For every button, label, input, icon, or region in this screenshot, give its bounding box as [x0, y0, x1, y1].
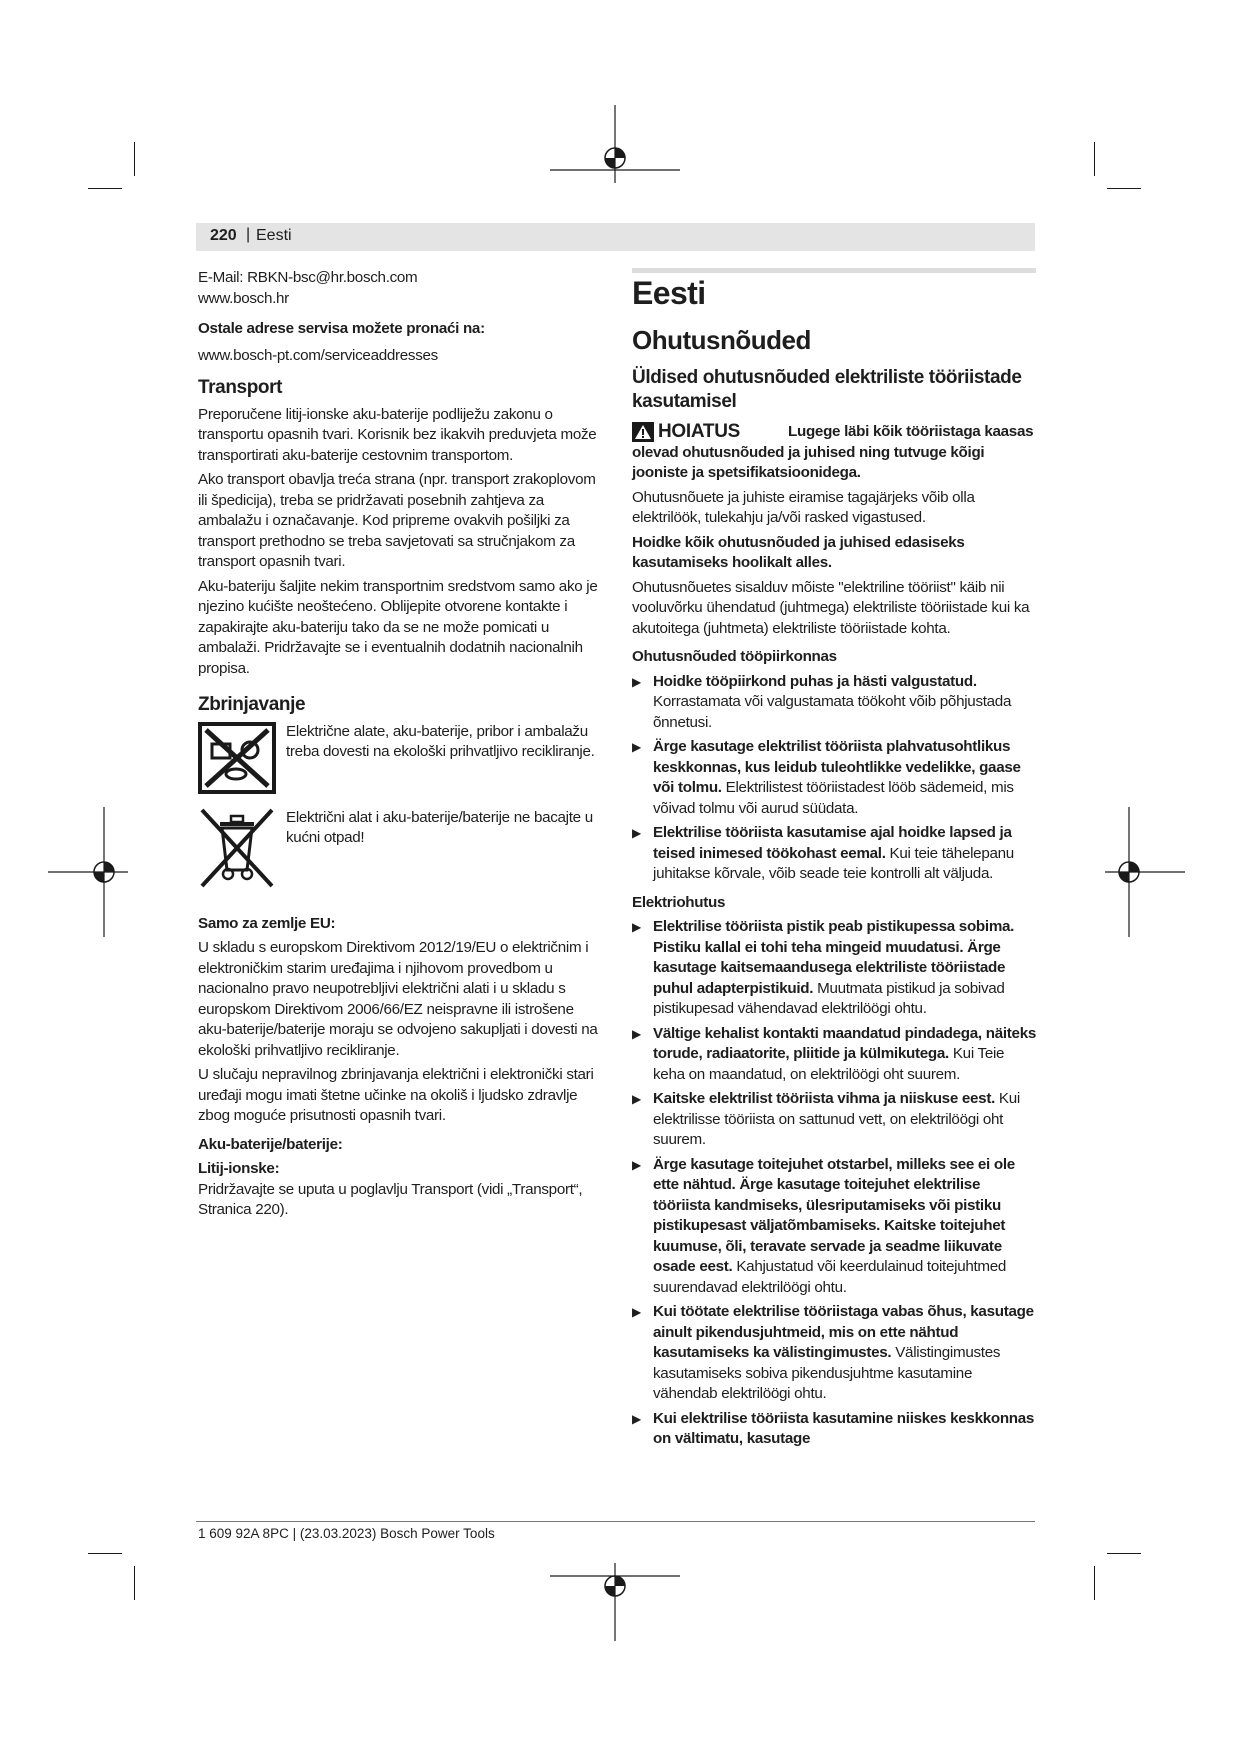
header-section: Eesti	[256, 227, 292, 244]
crop-mark	[134, 142, 135, 176]
transport-paragraph: Preporučene litij-ionske aku-baterije podliježu zakonu o transportu opasnih tvari. Korisnik bez ikakvih preduvjeta može transportirati aku-baterije cestovnim transportom.	[198, 405, 597, 464]
language-title: Eesti	[632, 275, 706, 311]
eu-paragraph: U skladu s europskom Direktivom 2012/19/EU o električnim i elektroničkim starim uređajima i njihovom provedbom u nacionalno pravo neupotrebljivi električni alati i u skladu s europskom Direktivom 2006/66/EZ neispravne ili istrošene aku-baterije/baterije moraju se odvojeno sakupljati i dovesti na ekološki prihvatljivo recikliranje.	[198, 939, 598, 1059]
electrical-safety-title: Elektriohutus	[632, 893, 726, 911]
term-explanation: Ohutusnõuetes sisalduv mõiste "elektriline tööriist" käib nii vooluvõrku ühendatud (juhtmega) elektriliste tööriistade kui ka akutoitega (juhtmeta) elektriliste tööriistade kohta.	[632, 578, 1030, 637]
recycle-text: Električne alate, aku-baterije, pribor i ambalažu treba dovesti na ekološki prihvatljivo recikliranje.	[286, 722, 595, 760]
page-header	[196, 223, 1035, 251]
bullet-arrow-icon: ▶	[632, 674, 641, 689]
bullet-arrow-icon: ▶	[632, 1026, 641, 1041]
crop-mark	[88, 1553, 122, 1554]
bullet-arrow-icon: ▶	[632, 1092, 641, 1106]
warning-label: HOIATUS	[658, 421, 740, 442]
transport-paragraph: Aku-bateriju šaljite nekim transportnim sredstvom samo ako je njezino kućište neoštećeno. Oblijepite otvorene kontakte i zapakirajte aku-bateriju tako da se ne može pomicati u ambalaži. Pridržavajte se i eventualnih dodatnih nacionalnih propisa.	[198, 577, 598, 677]
crossed-waste-bin-icon	[198, 806, 276, 890]
contact-email: E-Mail: RBKN-bsc@hr.bosch.com	[198, 269, 418, 286]
bullet-arrow-icon: ▶	[632, 826, 641, 840]
liion-text: Pridržavajte se uputa u poglavlju Transport (vidi „Transport“, Stranica 220).	[198, 1180, 583, 1218]
crop-mark	[1094, 142, 1095, 176]
keep-instructions: Hoidke kõik ohutusnõuded ja juhised edasiseks kasutamiseks hoolikalt alles.	[632, 533, 965, 571]
list-item: ▶ Ärge kasutage elektrilist tööriista plahvatusohtlikus keskkonnas, kus leidub tuleohtlikke vedelikke, gaase või tolmu. Elektrilistest tööriistadest lööb sädemeid, mis võivad tolmu või aurud süüdata.	[632, 738, 1021, 817]
list-item: ▶ Ärge kasutage toitejuhet otstarbel, milleks see ei ole ette nähtud. Ärge kasutage toitejuhet elektrilise tööriista kandmiseks, ülesriputamiseks või pistiku pistikupesast väljatõmbamiseks. Kaitske toitejuhet kuumuse, õli, teravate servade ja seadme liikuvate osade eest. Kahjustatud või keerdulainud toitejuhtmed suurendavad elektrilöögi ohtu.	[632, 1155, 1015, 1296]
bullet-arrow-icon: ▶	[632, 920, 641, 934]
waste-bin-text: Električni alat i aku-baterije/baterije ne bacajte u kućni otpad!	[286, 808, 593, 846]
recycling-symbol-icon	[198, 722, 276, 794]
registration-mark-icon	[1105, 807, 1185, 937]
general-safety-title: Üldised ohutusnõuded elektriliste tööriistade kasutamisel	[632, 367, 1022, 412]
eu-paragraph: U slučaju nepravilnog zbrinjavanja električni i elektronički stari uređaji mogu imati štetne učinke na okoliš i ljudsko zdravlje zbog moguće prisutnosti opasnih tvari.	[198, 1066, 594, 1124]
liion-label: Litij-ionske:	[198, 1160, 280, 1177]
disposal-heading: Zbrinjavanje	[198, 694, 306, 715]
list-item: ▶ Hoidke tööpiirkond puhas ja hästi valgustatud. Korrastamata või valgustamata töökoht võib põhjustada õnnetusi.	[632, 672, 1012, 731]
warning-badge	[632, 422, 740, 443]
bullet-arrow-icon: ▶	[632, 1305, 641, 1319]
transport-heading: Transport	[198, 377, 283, 398]
crop-mark	[88, 188, 122, 189]
page-number: 220	[210, 227, 237, 244]
transport-paragraph: Ako transport obavlja treća strana (npr. transport zrakoplovom ili špedicija), treba se pridržavati posebnih zahtjeva za ambalažu i označavanje. Kod pripreme ovakvih pošiljki za transport prethodno se treba savjetovati sa stručnjakom za transport opasnih tvari.	[198, 471, 596, 570]
eu-label: Samo za zemlje EU:	[198, 914, 336, 932]
waste-bin-row	[198, 806, 603, 890]
service-url: www.bosch-pt.com/serviceaddresses	[198, 346, 438, 364]
list-item: ▶ Kui töötate elektrilise tööriistaga vabas õhus, kasutage ainult pikendusjuhtmeid, mis on ette nähtud kasutamiseks ka välistingimustes. Välistingimustes kasutamiseks sobiva pikendusjuhtme kasutamine vähendab elektrilöögi ohtu.	[632, 1303, 1034, 1402]
registration-mark-icon	[48, 807, 128, 937]
service-addresses-label: Ostale adrese servisa možete pronaći na:	[198, 320, 485, 337]
workplace-safety-title: Ohutusnõuded tööpiirkonnas	[632, 648, 837, 665]
crop-mark	[1094, 1566, 1095, 1600]
left-column	[198, 268, 603, 1225]
warning-block	[632, 422, 1036, 484]
language-bar	[632, 268, 1036, 273]
batteries-label: Aku-baterije/baterije:	[198, 1135, 343, 1153]
bullet-arrow-icon: ▶	[632, 1411, 641, 1426]
list-item: ▶ Elektrilise tööriista pistik peab pistikupessa sobima. Pistiku kallal ei tohi teha mingeid muudatusi. Ärge kasutage kaitsemaandusega elektriliste tööriistade puhul adapterpistikuid. Muutmata pistikud ja sobivad pistikupesad vähendavad elektrilöögi ohtu.	[632, 918, 1015, 1017]
crop-mark	[1107, 1553, 1141, 1554]
registration-mark-icon	[550, 1563, 680, 1641]
bullet-arrow-icon: ▶	[632, 740, 641, 754]
right-column	[632, 268, 1036, 1454]
list-item: ▶ Vältige kehalist kontakti maandatud pindadega, näiteks torude, radiaatorite, pliitide ja külmikutega. Kui Teie keha on maandatud, on elektrilöögi oht suurem.	[632, 1024, 1036, 1083]
crop-mark	[1107, 188, 1141, 189]
page-footer: 1 609 92A 8PC | (23.03.2023) Bosch Power Tools	[198, 1526, 495, 1541]
list-item: ▶ Kui elektrilise tööriista kasutamine niiskes keskkonnas on vältimatu, kasutage	[632, 1409, 1035, 1447]
footer-divider	[196, 1521, 1035, 1522]
crop-mark	[134, 1566, 135, 1600]
recycle-row	[198, 722, 603, 794]
contact-website: www.bosch.hr	[198, 289, 289, 307]
bullet-arrow-icon: ▶	[632, 1157, 641, 1172]
list-item: ▶ Elektrilise tööriista kasutamise ajal hoidke lapsed ja teised inimesed töökohast eemal. Kui teie tähelepanu juhitakse kõrvale, võib seade teie kontrolli alt väljuda.	[632, 824, 1014, 882]
registration-mark-icon	[550, 105, 680, 183]
warning-triangle-icon	[632, 422, 654, 442]
warning-text: Lugege läbi kõik tööriistaga kaasas olevad ohutusnõuded ja juhised ning tutvuge kõigi jooniste ja spetsifikatsioonidega.	[632, 423, 1034, 481]
list-item: ▶ Kaitske elektrilist tööriista vihma ja niiskuse eest. Kui elektrilisse tööriista on sattunud vett, on elektrilöögi oht suurem.	[632, 1090, 1020, 1148]
header-separator: |	[246, 226, 251, 243]
warning-followup: Ohutusnõuete ja juhiste eiramise tagajärjeks võib olla elektrilöök, tulekahju ja/või rasked vigastused.	[632, 488, 975, 526]
safety-title: Ohutusnõuded	[632, 324, 811, 355]
